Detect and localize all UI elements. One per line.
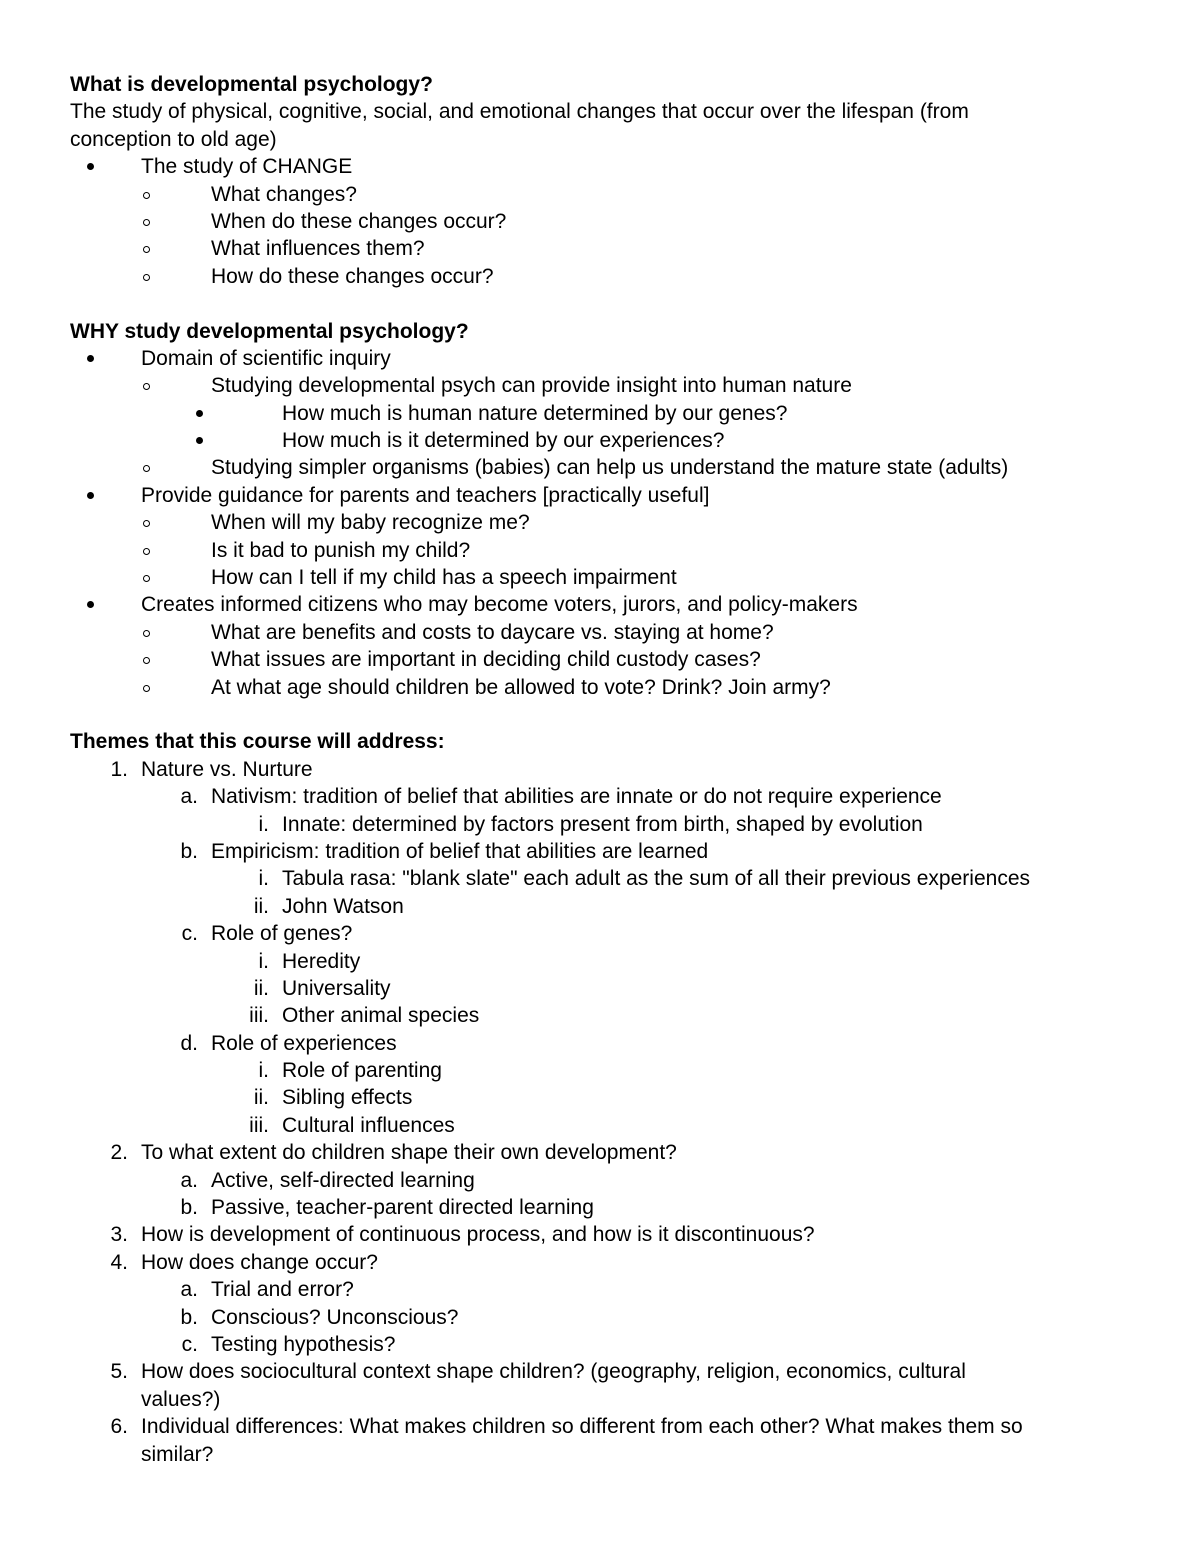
list-marker: a. — [180, 785, 198, 809]
bullet-circle-icon — [143, 630, 150, 637]
bullet-circle-icon — [143, 192, 150, 199]
list-item-text: values?) — [141, 1387, 221, 1411]
list-item — [70, 153, 1150, 180]
bullet-circle-icon — [143, 520, 150, 527]
section-spacer — [70, 701, 1150, 728]
list-item-text: How is development of continuous process, and how is it discontinuous? — [141, 1223, 815, 1247]
list-item — [70, 838, 1150, 865]
bullet-circle-icon — [143, 657, 150, 664]
list-item — [70, 1386, 1150, 1413]
list-item-text: Role of genes? — [211, 922, 353, 946]
list-item — [70, 1358, 1150, 1385]
bullet-dot-icon — [196, 437, 203, 444]
section-spacer — [70, 290, 1150, 317]
list-item — [70, 482, 1150, 509]
list-item-text: Active, self-directed learning — [211, 1168, 475, 1192]
bullet-dot-icon — [87, 163, 94, 170]
list-marker: iii. — [249, 1004, 269, 1028]
section-heading: What is developmental psychology? — [70, 73, 433, 96]
list-item — [70, 1057, 1150, 1084]
list-marker: b. — [180, 1196, 198, 1220]
section-heading: Themes that this course will address: — [70, 730, 445, 754]
list-item — [70, 1304, 1150, 1331]
list-item-text: Cultural influences — [282, 1113, 455, 1137]
list-marker: ii. — [253, 894, 269, 918]
list-marker: 6. — [110, 1415, 128, 1439]
list-item — [70, 1112, 1150, 1139]
list-item — [70, 811, 1150, 838]
list-item — [70, 181, 1150, 208]
list-item-text: What are benefits and costs to daycare vs. staying at home? — [211, 620, 774, 644]
list-item-text: Individual differences: What makes children so different from each other? What makes them so — [141, 1415, 1023, 1439]
list-item — [70, 1139, 1150, 1166]
bullet-dot-icon — [196, 410, 203, 417]
list-item — [70, 591, 1150, 618]
list-marker: 2. — [110, 1141, 128, 1165]
list-item-text: What changes? — [211, 182, 357, 206]
bullet-dot-icon — [87, 492, 94, 499]
list-marker: 1. — [110, 757, 128, 781]
list-item-text: Creates informed citizens who may become voters, jurors, and policy-makers — [141, 593, 858, 617]
bullet-circle-icon — [143, 219, 150, 226]
list-item — [70, 208, 1150, 235]
list-item — [70, 372, 1150, 399]
section — [70, 71, 1150, 290]
bullet-dot-icon — [87, 601, 94, 608]
list-item-text: John Watson — [282, 894, 404, 918]
list-item-text: How do these changes occur? — [211, 264, 494, 288]
list-item-text: Studying simpler organisms (babies) can help us understand the mature state (adults) — [211, 456, 1009, 480]
list-marker: b. — [180, 839, 198, 863]
list-item — [70, 783, 1150, 810]
list-marker: a. — [180, 1168, 198, 1192]
list-item — [70, 537, 1150, 564]
list-item-text: How does sociocultural context shape children? (geography, religion, economics, cultural — [141, 1360, 966, 1384]
list-item-text: What issues are important in deciding child custody cases? — [211, 648, 761, 672]
list-item — [70, 509, 1150, 536]
list-item-text: Tabula rasa: "blank slate" each adult as the sum of all their previous experiences — [282, 867, 1030, 891]
list-item-text: Domain of scientific inquiry — [141, 346, 391, 370]
bullet-circle-icon — [143, 548, 150, 555]
list-marker: 4. — [110, 1250, 128, 1274]
list-item-text: Provide guidance for parents and teachers [practically useful] — [141, 483, 710, 507]
list-item — [70, 235, 1150, 262]
list-item-text: Is it bad to punish my child? — [211, 538, 471, 562]
intro-text: conception to old age) — [70, 127, 277, 151]
list-item-text: How much is human nature determined by our genes? — [282, 401, 788, 425]
list-item — [70, 619, 1150, 646]
list-item — [70, 1030, 1150, 1057]
bullet-circle-icon — [143, 246, 150, 253]
list-marker: a. — [180, 1278, 198, 1302]
list-item — [70, 1413, 1150, 1440]
document-body — [70, 71, 1150, 1468]
list-item-text: The study of CHANGE — [141, 155, 353, 179]
list-item-text: Testing hypothesis? — [211, 1332, 396, 1356]
list-item — [70, 920, 1150, 947]
list-item-text: Trial and error? — [211, 1278, 354, 1302]
list-item — [70, 263, 1150, 290]
list-item-text: Nature vs. Nurture — [141, 757, 313, 781]
bullet-circle-icon — [143, 575, 150, 582]
list-item — [70, 454, 1150, 481]
list-item — [70, 1331, 1150, 1358]
bullet-dot-icon — [87, 355, 94, 362]
list-item — [70, 1249, 1150, 1276]
list-item-text: Nativism: tradition of belief that abilities are innate or do not require experience — [211, 785, 942, 809]
list-marker: 5. — [110, 1360, 128, 1384]
list-item — [70, 427, 1150, 454]
list-item — [70, 1441, 1150, 1468]
list-item — [70, 400, 1150, 427]
list-item-text: Universality — [282, 976, 391, 1000]
intro-text: The study of physical, cognitive, social, and emotional changes that occur over the lifespan (from — [70, 100, 969, 124]
list-marker: c. — [181, 1332, 198, 1356]
list-item-text: Studying developmental psych can provide insight into human nature — [211, 374, 852, 398]
list-item-text: What influences them? — [211, 237, 425, 261]
list-item-text: At what age should children be allowed to vote? Drink? Join army? — [211, 675, 831, 699]
list-item-text: Conscious? Unconscious? — [211, 1305, 459, 1329]
list-marker: 3. — [110, 1223, 128, 1247]
list-item — [70, 1084, 1150, 1111]
list-item — [70, 674, 1150, 701]
list-item — [70, 1002, 1150, 1029]
list-item — [70, 646, 1150, 673]
list-item-text: Role of parenting — [282, 1059, 442, 1083]
list-item-text: Other animal species — [282, 1004, 480, 1028]
list-marker: d. — [180, 1031, 198, 1055]
list-marker: i. — [258, 1059, 269, 1083]
section — [70, 318, 1150, 701]
section — [70, 728, 1150, 1468]
bullet-circle-icon — [143, 274, 150, 281]
list-marker: i. — [258, 867, 269, 891]
list-marker: ii. — [253, 1086, 269, 1110]
list-item — [70, 345, 1150, 372]
list-item-text: Sibling effects — [282, 1086, 413, 1110]
list-item — [70, 564, 1150, 591]
list-item — [70, 756, 1150, 783]
list-item-text: How much is it determined by our experiences? — [282, 429, 725, 453]
list-item-text: Innate: determined by factors present from birth, shaped by evolution — [282, 812, 923, 836]
list-item-text: When will my baby recognize me? — [211, 511, 530, 535]
list-item — [70, 1167, 1150, 1194]
list-item-text: Heredity — [282, 949, 361, 973]
bullet-circle-icon — [143, 685, 150, 692]
list-marker: i. — [258, 949, 269, 973]
list-marker: ii. — [253, 976, 269, 1000]
list-marker: iii. — [249, 1113, 269, 1137]
list-item — [70, 893, 1150, 920]
list-item — [70, 865, 1150, 892]
section-heading: WHY study developmental psychology? — [70, 319, 469, 343]
list-marker: i. — [258, 812, 269, 836]
list-item-text: To what extent do children shape their own development? — [141, 1141, 677, 1165]
list-item-text: Passive, teacher-parent directed learning — [211, 1196, 594, 1220]
bullet-circle-icon — [143, 383, 150, 390]
list-item-text: similar? — [141, 1442, 214, 1466]
list-marker: b. — [180, 1305, 198, 1329]
list-item — [70, 1194, 1150, 1221]
list-item — [70, 948, 1150, 975]
list-marker: c. — [181, 922, 198, 946]
list-item-text: Empiricism: tradition of belief that abilities are learned — [211, 839, 709, 863]
list-item-text: When do these changes occur? — [211, 209, 507, 233]
list-item-text: How can I tell if my child has a speech impairment — [211, 566, 677, 590]
list-item — [70, 1221, 1150, 1248]
list-item-text: How does change occur? — [141, 1250, 378, 1274]
list-item — [70, 975, 1150, 1002]
list-item — [70, 1276, 1150, 1303]
list-item-text: Role of experiences — [211, 1031, 397, 1055]
bullet-circle-icon — [143, 465, 150, 472]
